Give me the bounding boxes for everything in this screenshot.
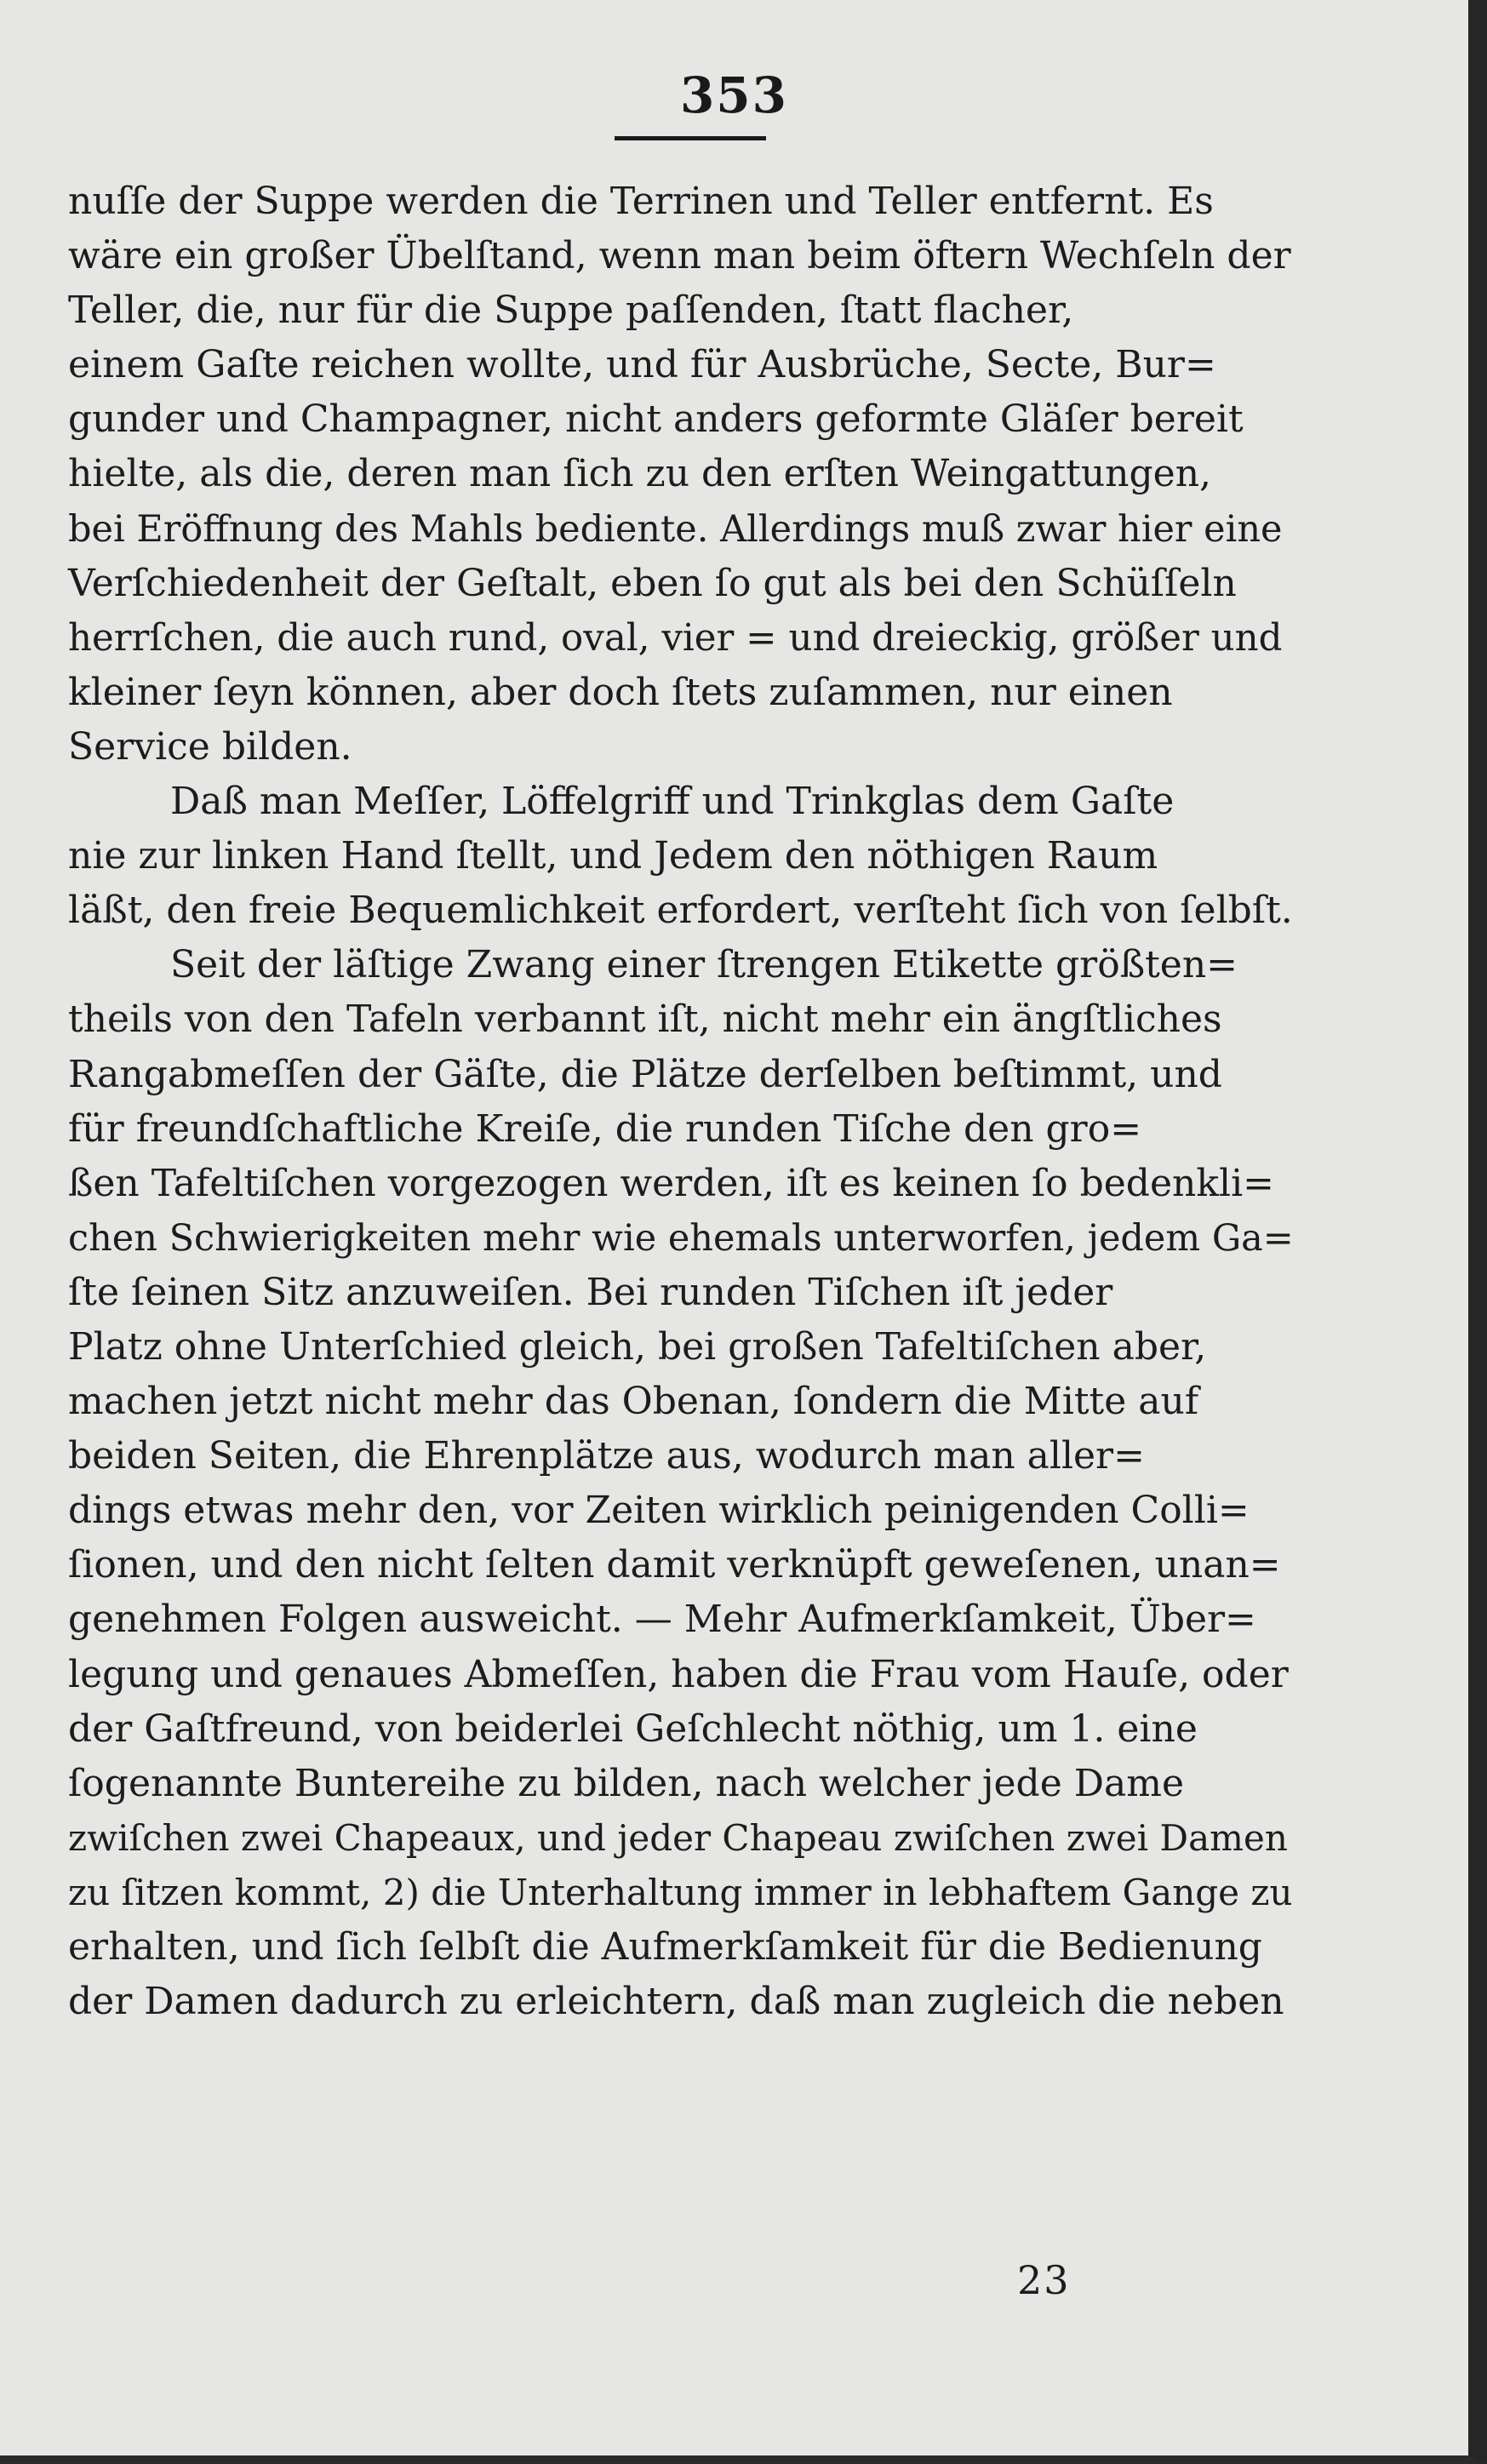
text-line: genehmen Folgen ausweicht. — Mehr Aufmerkſamkeit, Über=	[68, 1598, 1256, 1642]
text-line: ſte ſeinen Sitz anzuweiſen. Bei runden Tiſchen iſt jeder	[68, 1270, 1113, 1314]
body-text	[68, 174, 1294, 2029]
text-line: kleiner ſeyn können, aber doch ſtets zuſammen, nur einen	[68, 670, 1173, 714]
text-line: der Damen dadurch zu erleichtern, daß man zugleich die neben	[68, 1980, 1284, 2024]
text-line: für freundſchaftliche Kreiſe, die runden Tiſche den gro=	[68, 1106, 1142, 1151]
text-line: nie zur linken Hand ſtellt, und Jedem den nöthigen Raum	[68, 834, 1158, 878]
text-line: ſionen, und den nicht ſelten damit verknüpft geweſenen, unan=	[68, 1543, 1281, 1587]
text-line: erhalten, und ſich ſelbſt die Aufmerkſamkeit für die Bedienung	[68, 1925, 1262, 1969]
text-line: chen Schwierigkeiten mehr wie ehemals unterworfen, jedem Ga=	[68, 1216, 1294, 1260]
text-line: Seit der läſtige Zwang einer ſtrengen Etikette größten=	[170, 943, 1238, 987]
text-line: Daß man Meſſer, Löffelgriff und Trinkglas dem Gaſte	[170, 780, 1175, 824]
page-number: 353	[679, 66, 789, 124]
text-line: legung und genaues Abmeſſen, haben die Frau vom Hauſe, oder	[68, 1652, 1289, 1696]
text-line: theils von den Tafeln verbannt iſt, nicht mehr ein ängſtliches	[68, 998, 1222, 1042]
text-line: ßen Tafeltiſchen vorgezogen werden, iſt es keinen ſo bedenkli=	[68, 1161, 1275, 1205]
text-line: zwiſchen zwei Chapeaux, und jeder Chapeau zwiſchen zwei Damen	[68, 1816, 1288, 1859]
text-line: Verſchiedenheit der Geſtalt, eben ſo gut als bei den Schüſſeln	[68, 561, 1237, 605]
text-line: hielte, als die, deren man ſich zu den erſten Weingattungen,	[68, 452, 1212, 496]
text-line: dings etwas mehr den, vor Zeiten wirklich peinigenden Colli=	[68, 1489, 1250, 1533]
text-line: läßt, den freie Bequemlichkeit erfordert, verſteht ſich von ſelbſt.	[68, 889, 1293, 933]
text-line: Platz ohne Unterſchied gleich, bei großen Tafeltiſchen aber,	[68, 1324, 1207, 1369]
header-rule	[615, 136, 766, 140]
text-line: der Gaſtfreund, von beiderlei Geſchlecht nöthig, um 1. eine	[68, 1707, 1198, 1751]
signature-mark: 23	[1017, 2257, 1071, 2303]
text-line: machen jetzt nicht mehr das Obenan, ſondern die Mitte auf	[68, 1380, 1199, 1424]
text-line: nuſſe der Suppe werden die Terrinen und Teller entfernt. Es	[68, 180, 1214, 223]
text-line: gunder und Champagner, nicht anders geformte Gläſer bereit	[68, 397, 1244, 442]
text-line: ſogenannte Buntereihe zu bilden, nach welcher jede Dame	[68, 1761, 1184, 1805]
text-line: einem Gaſte reichen wollte, und für Ausbrüche, Secte, Bur=	[68, 343, 1216, 387]
text-line: bei Eröffnung des Mahls bediente. Allerdings muß zwar hier eine	[68, 507, 1283, 551]
text-line: Teller, die, nur für die Suppe paſſenden, ſtatt flacher,	[68, 289, 1074, 333]
text-line: zu ſitzen kommt, 2) die Unterhaltung immer in lebhaftem Gange zu	[68, 1871, 1293, 1913]
text-line: wäre ein großer Übelſtand, wenn man beim öftern Wechſeln der	[68, 234, 1291, 278]
text-line: Service bilden.	[68, 724, 352, 769]
text-line: herrſchen, die auch rund, oval, vier = und dreieckig, größer und	[68, 616, 1283, 660]
text-line: Rangabmeſſen der Gäſte, die Plätze derſelben beſtimmt, und	[68, 1052, 1222, 1096]
text-line: beiden Seiten, die Ehrenplätze aus, wodurch man aller=	[68, 1434, 1145, 1478]
